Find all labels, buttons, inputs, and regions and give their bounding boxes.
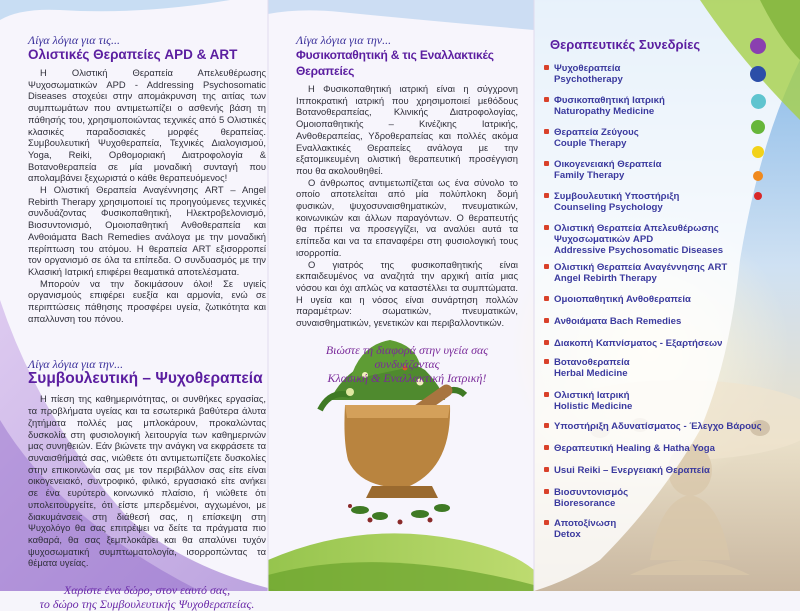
paragraph: Ο γιατρός της φυσικοπαθητικής είναι εκπαιδευμένος να αναζητά την αρχική αιτία μιας νόσου και όχι απλώς να καταστέλλει τα συμπτώματα. Η υγεία και η νόσος είναι συνάρτηση πολλών παραμέτρων: σωματικών, πνευματικών, συναισθηματικών, γενετικών και περιβαλλοντικών. bbox=[296, 258, 518, 329]
service-name: Ψυχοθεραπεία bbox=[554, 63, 621, 74]
service-item bbox=[544, 159, 776, 181]
section-body bbox=[28, 393, 266, 569]
service-name: Θεραπευτική Healing & Hatha Yoga bbox=[554, 443, 715, 454]
service-item bbox=[544, 191, 776, 213]
service-subtitle: Bioresorance bbox=[554, 498, 616, 510]
service-subtitle: Herbal Medicine bbox=[554, 368, 628, 380]
bullet-icon bbox=[544, 359, 549, 364]
service-subtitle: Holistic Medicine bbox=[554, 401, 633, 413]
service-name: Συμβουλευτική Υποστήριξη bbox=[554, 191, 680, 202]
service-item bbox=[544, 63, 776, 85]
sessions-title: Θεραπευτικές Συνεδρίες bbox=[550, 37, 701, 52]
paragraph: Η Φυσικοπαθητική ιατρική είναι η σύγχρονη Ιπποκρατική ιατρική που χρησιμοποιεί μεθόδους Βοτανοθεραπείας, Κλινικής Διατροφολογίας, Ομοιοπαθητικής – Κινέζικης Ιατρικής, Ανθοθεραπείας, Υδροθεραπείας και πολλές ακόμα Εναλλακτικές Θεραπείες ανάλογα με την εξατομικευμένη ολιστική θεραπευτική προσέγγιση που θα ακολουθηθεί. bbox=[296, 83, 518, 176]
service-subtitle: Psychotherapy bbox=[554, 74, 623, 86]
bullet-icon bbox=[544, 392, 549, 397]
service-subtitle: Angel Rebirth Therapy bbox=[554, 273, 657, 285]
quote-line: Βιώστε τη διαφορά στην υγεία σας συνδυάζοντας bbox=[325, 342, 489, 371]
service-subtitle: Couple Therapy bbox=[554, 138, 627, 150]
panel-naturopathy bbox=[296, 0, 518, 591]
bullet-icon bbox=[544, 340, 549, 345]
section-title: Φυσικοπαθητική & τις Εναλλακτικές Θεραπείες bbox=[296, 48, 494, 78]
service-name: Ολιστική Θεραπεία Αναγέννησης ART bbox=[554, 262, 728, 273]
section-body bbox=[296, 83, 518, 329]
paragraph: Μπορούν να την δοκιμάσουν όλοι! Σε υγιείς οργανισμούς επιφέρει ευεξία και αρμονία, ενώ σε περιπτώσεις πάθησης προσφέρει υγεία, ζωτικότητα και απαλλυνση του πόνου. bbox=[28, 277, 266, 324]
bullet-icon bbox=[544, 97, 549, 102]
service-name: Οικογενειακή Θεραπεία bbox=[554, 159, 662, 170]
service-item bbox=[544, 95, 776, 117]
paragraph: Η Ολιστική Θεραπεία Αναγέννησης ART – Angel Rebirth Therapy χρησιμοποιεί τις προηγούμενες τεχνικές συνδυάζοντας Φυσικοπαθητική, Ηλεκτροβελονισμό, Βιοσυντονισμό, Ομοιοπαθητική Ανθοθεραπεία και Ανθοιάματα Bach Remedies ανάλογα με την μοναδική περίπτωση του ατόμου. Η θεραπεία ART εξισορροπεί τον οργανισμό σε όλα τα επίπεδα. Ο συνδυασμός με την Κλασική Ιατρική επιφέρει θεαματικά αποτελέσματα. bbox=[28, 184, 266, 277]
service-item bbox=[544, 338, 776, 349]
service-subtitle: Counseling Psychology bbox=[554, 202, 663, 214]
bullet-icon bbox=[544, 296, 549, 301]
service-name: Ομοιοπαθητική Ανθοθεραπεία bbox=[554, 294, 691, 305]
service-subtitle: Addressive Psychosomatic Diseases bbox=[554, 245, 724, 257]
service-name: Βοτανοθεραπεία bbox=[554, 357, 630, 368]
section-body bbox=[28, 67, 266, 324]
service-name: Ανθοιάματα Bach Remedies bbox=[554, 316, 682, 327]
service-item bbox=[544, 294, 776, 305]
service-item bbox=[544, 390, 776, 412]
service-item bbox=[544, 262, 776, 284]
service-item bbox=[544, 223, 776, 257]
service-name: Φυσικοπαθητική Ιατρική bbox=[554, 95, 665, 106]
service-item bbox=[544, 316, 776, 327]
service-name: Διακοπή Καπνίσματος - Εξαρτήσεων bbox=[554, 338, 723, 349]
service-name: Υποστήριξη Αδυνατίσματος - Έλεγχο Βάρους bbox=[554, 421, 762, 432]
closing-quote bbox=[28, 583, 266, 611]
quote-line: Κλασική & Εναλλακτική Ιατρική! bbox=[327, 370, 487, 385]
service-item bbox=[544, 421, 776, 432]
paragraph: Η πίεση της καθημερινότητας, οι συνθήκες εργασίας, τα προβλήματα υγείας και τα εσωτερικά βαθύτερα άλυτα ζητήματα πολλές μας μπλοκάρουν, προκαλώντας δυσκολία στη φυσιολογική λειτουργία των καθημερινών μας συνηθειών. Εάν βιώνετε την ανάγκη να εκφράσετε τα συναισθήματά σας, νιώθετε ότι αντιμετωπίζετε δυσκολίες στην επικοινωνία σας με τον περιβάλλον σας είτε είναι οικογενειακό, συντροφικό, φιλικό, εργασιακό είτε ανήκει σε ένα ευρύτερο κοινωνικό πλαίσιο, ή νιώθετε ότι υπολειτουργείτε, ότι είστε μπερδεμένοι, αγχωμένοι, με διακυμάνσεις στη διάθεσή σας, η επίσκεψη στη Ψυχολόγο θα σας επιτρέψει να δείτε τα πράγματα πιο καθαρά, θα σας ξεμπλοκάρει και θα απαλύνει τυχόν ψυχοσωματική συμπτωματολογία, ισορροπώντας τα θέματα υγείας. bbox=[28, 393, 266, 569]
section-kicker: Λίγα λόγια για την... bbox=[28, 357, 124, 372]
service-name: Usui Reiki – Ενεργειακή Θεραπεία bbox=[554, 465, 710, 476]
service-name: Βιοσυντονισμός bbox=[554, 487, 629, 498]
quote-line: το δώρο της Συμβουλευτικής Ψυχοθεραπείας. bbox=[39, 597, 255, 611]
section-title: Συμβουλευτική – Ψυχοθεραπεία bbox=[28, 370, 263, 388]
bullet-icon bbox=[544, 264, 549, 269]
quote-line: Χαρίστε ένα δώρο, στον εαυτό σας, bbox=[63, 583, 231, 598]
bullet-icon bbox=[544, 318, 549, 323]
paragraph: Η Ολιστική Θεραπεία Απελευθέρωσης Ψυχοσωματικών APD - Addressing Psychosomatic Diseases στοχεύει στην απομάκρυνση της αιτίας των συμπτωμάτων που αντιμετωπίζει ο ασθενής βάση τη πάθησής του, χρησιμοποιώντας τεχνικές από 5 Ολιστικές κλασικές παραδοσιακές μορφές θεραπείας. Συμβουλευτική Ψυχοθεραπεία, Τεχνικές Διαλογισμού, Yoga, Reiki, Ορθομοριακή Διατροφολογία & Βοτανοθεραπεία σε μία μοναδική συνταγή που απολαμβάνει ξεχωριστά ο κάθε θεραπευόμενος! bbox=[28, 67, 266, 184]
service-subtitle: Family Therapy bbox=[554, 170, 625, 182]
section-title: Ολιστικές Θεραπείες APD & ART bbox=[28, 47, 238, 62]
panel-holistic-therapies bbox=[28, 0, 266, 611]
service-item bbox=[544, 487, 776, 509]
bullet-icon bbox=[544, 423, 549, 428]
service-subtitle: Naturopathy Medicine bbox=[554, 106, 655, 118]
panel-therapy-sessions bbox=[534, 0, 800, 591]
bullet-icon bbox=[544, 520, 549, 525]
service-subtitle: Detox bbox=[554, 529, 581, 541]
bullet-icon bbox=[544, 467, 549, 472]
section-kicker: Λίγα λόγια για τις... bbox=[28, 33, 121, 47]
bullet-icon bbox=[544, 489, 549, 494]
service-item bbox=[544, 518, 776, 540]
bullet-icon bbox=[544, 161, 549, 166]
service-name: Αποτοξίνωση bbox=[554, 518, 617, 529]
service-name: Ολιστική Ιατρική bbox=[554, 390, 630, 401]
section-kicker: Λίγα λόγια για την... bbox=[296, 33, 392, 47]
service-item bbox=[544, 127, 776, 149]
service-name: Ολιστική Θεραπεία Απελευθέρωσης Ψυχοσωματικών APD bbox=[554, 223, 719, 246]
paragraph: Ο άνθρωπος αντιμετωπίζεται ως ένα σύνολο το οποίο αποτελείται από μία πολύπλοκη δομή φυσικών, ψυχοσυναισθηματικών, πνευματικών, κοινωνικών και άλλων παραγόντων. Ο θεραπευτής θα πρέπει να προσεγγίζει, να αναλύει αυτά τα επίπεδα και να τα επαναφέρει στη φυσιολογική τους ισορροπία. bbox=[296, 176, 518, 258]
service-item bbox=[544, 465, 776, 476]
chakra-dot bbox=[750, 38, 766, 54]
bullet-icon bbox=[544, 193, 549, 198]
bullet-icon bbox=[544, 129, 549, 134]
bullet-icon bbox=[544, 65, 549, 70]
service-item bbox=[544, 443, 776, 454]
bullet-icon bbox=[544, 445, 549, 450]
service-item bbox=[544, 357, 776, 379]
bullet-icon bbox=[544, 225, 549, 230]
service-name: Θεραπεία Ζεύγους bbox=[554, 127, 639, 138]
closing-quote bbox=[296, 343, 518, 385]
